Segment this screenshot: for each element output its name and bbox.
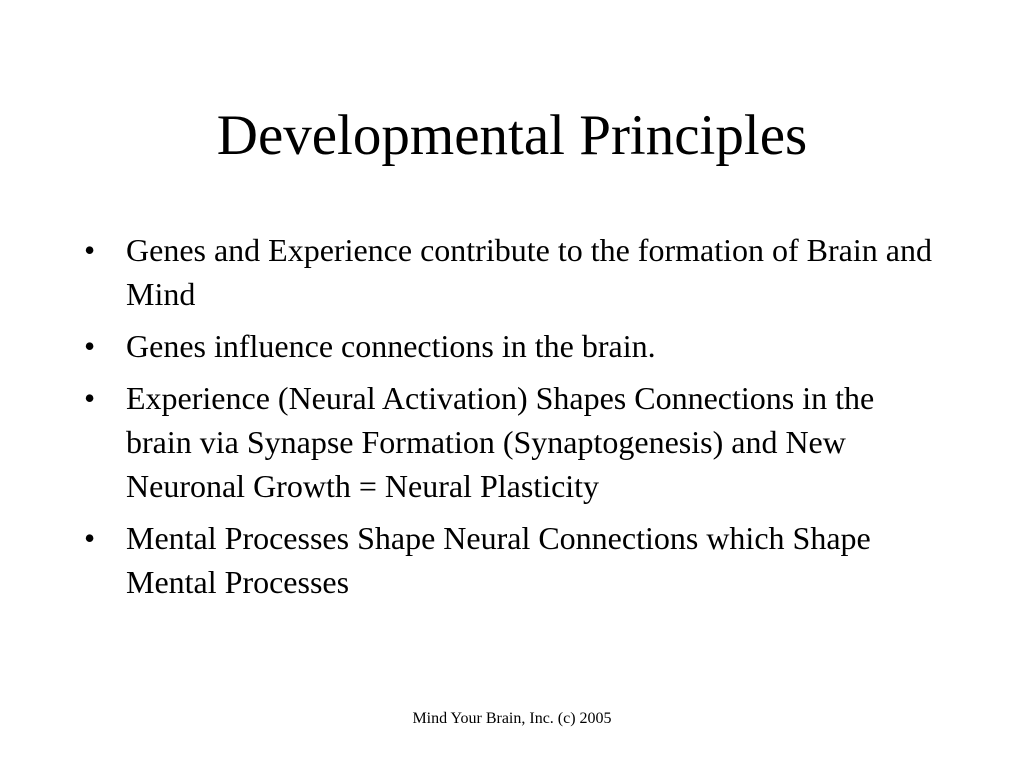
list-item (84, 324, 944, 368)
bullet-icon: • (84, 328, 96, 364)
list-item (84, 228, 944, 316)
bullet-text: Experience (Neural Activation) Shapes Connections in the brain via Synapse Formation (Synaptogenesis) and New Neuronal Growth = Neural Plasticity (126, 380, 875, 504)
bullet-text: Mental Processes Shape Neural Connections which Shape Mental Processes (126, 520, 871, 600)
bullet-icon: • (84, 520, 96, 556)
bullet-list (84, 228, 944, 612)
bullet-icon: • (84, 232, 96, 268)
list-item (84, 516, 944, 604)
slide-title: Developmental Principles (216, 104, 808, 167)
bullet-text: Genes influence connections in the brain. (126, 328, 656, 364)
slide-footer: Mind Your Brain, Inc. (c) 2005 (412, 710, 612, 727)
list-item (84, 376, 944, 508)
bullet-text: Genes and Experience contribute to the formation of Brain and Mind (126, 232, 932, 312)
bullet-icon: • (84, 380, 96, 416)
